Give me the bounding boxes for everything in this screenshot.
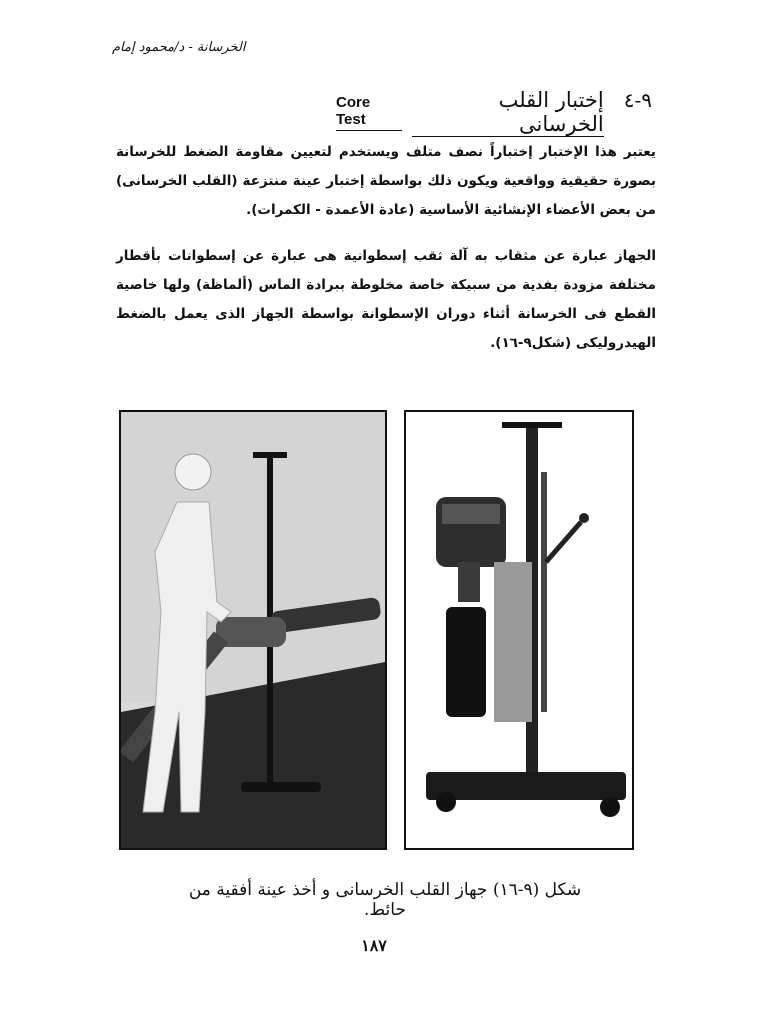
page-number: ١٨٧ — [361, 936, 387, 955]
photo-core-drill-machine — [404, 410, 634, 850]
section-heading — [336, 88, 652, 141]
paragraph-device: الجهاز عبارة عن مثقاب به آلة ثقب إسطوانية هى عبارة عن إسطوانات بأقطار مختلفة مزودة بفدية من سبيكة خاصة مخلوطة ببرادة الماس (ألماظة) ولها خاصية القطع فى الخرسانة أثناء دوران الإسطوانة بواسطة الجهاز الذى يعمل بالضغط الهيدروليكى (شكل٩-١٦). — [116, 248, 656, 351]
running-header: الخرسانة - د/محمود إمام — [112, 40, 246, 55]
section-title-latin: Core Test — [336, 94, 402, 131]
photo-worker-core-drilling — [119, 410, 387, 850]
paragraph-intro: يعتبر هذا الإختبار إختباراً نصف متلف ويستخدم لتعيين مقاومة الضغط للخرسانة بصورة حقيقية وواقعية ويكون ذلك بواسطة إختبار عينة منتزعة (القلب الخرسانى) من بعض الأعضاء الإنشائية الأساسية (عادة الأعمدة - الكمرات). — [116, 144, 656, 218]
section-title-arabic: إختبار القلب الخرسانى — [412, 88, 603, 137]
figure-caption: شكل (٩-١٦) جهاز القلب الخرسانى و أخذ عينة أفقية من حائط. — [188, 880, 582, 920]
section-number: ٩-٤ — [623, 88, 652, 112]
